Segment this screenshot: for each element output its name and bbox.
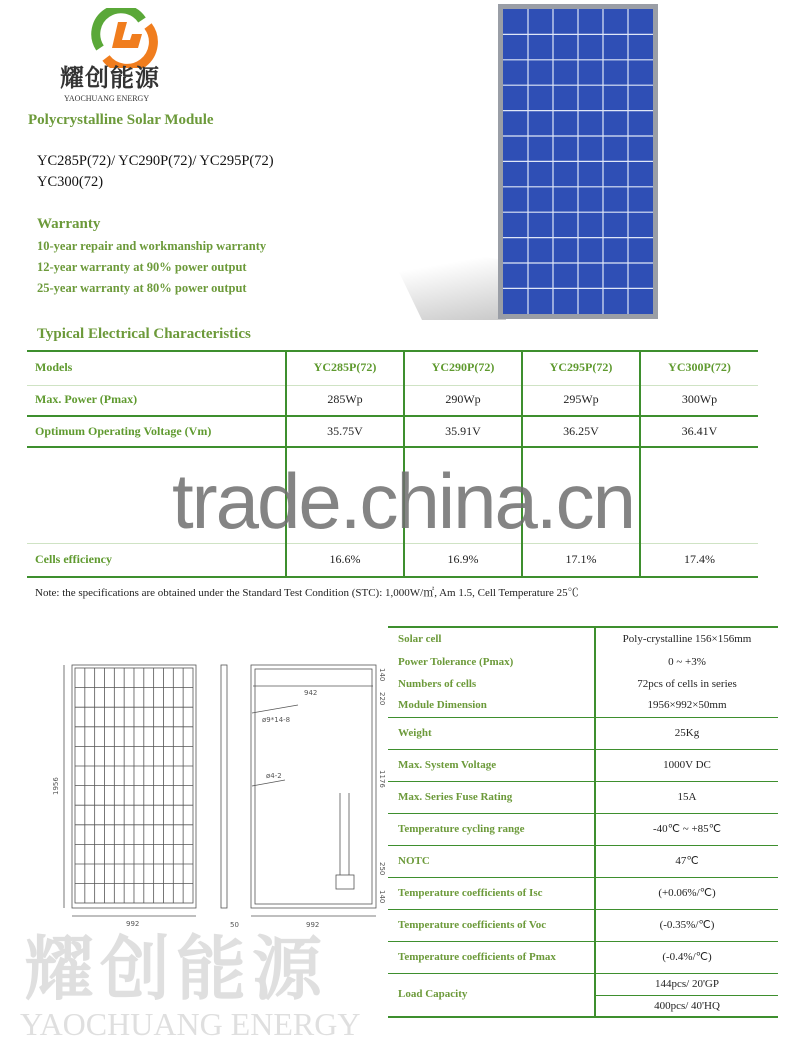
cell: 295Wp [522,385,640,416]
header-cell: YC300P(72) [640,351,758,385]
cell: 0 ~ +3% [595,651,778,673]
row-label: Temperature coefficients of Voc [388,909,595,941]
brand-name-cn: 耀创能源 [60,64,160,92]
row-label: NOTC [388,845,595,877]
cell: Poly-crystalline 156×156mm [595,627,778,651]
cell: 17.1% [522,543,640,577]
row-label: Numbers of cells [398,677,477,690]
cell: (-0.4%/℃) [595,941,778,973]
cell: 47℃ [595,845,778,877]
product-title: Polycrystalline Solar Module [28,112,214,128]
warranty-item: 12-year warranty at 90% power output [37,260,247,274]
row-label: Cells efficiency [27,543,286,577]
watermark-cn: 耀创能源 [24,928,328,1010]
row-label: Temperature coefficients of Isc [388,877,595,909]
table-row [388,845,778,877]
stc-note: Note: the specifications are obtained under the Standard Test Condition (STC): 1,000W/㎡, Am 1.5, Cell Temperature 25℃ [35,587,579,599]
cell: 285Wp [286,385,404,416]
dim-inner-width: 942 [304,689,318,697]
dim-width: 992 [126,920,140,928]
header-cell: YC290P(72) [404,351,522,385]
row-label: Temperature coefficients of Pmax [388,941,595,973]
cell: 15A [595,781,778,813]
watermark: trade.china.cn [172,457,634,545]
cell: 290Wp [404,385,522,416]
dim-hole2: ø4-2 [266,772,282,780]
row-label: Weight [388,717,595,749]
warranty-item: 10-year repair and workmanship warranty [37,239,267,253]
table-row [388,973,778,1017]
cell: 1000V DC [595,749,778,781]
table-row [27,416,758,447]
header-cell: Models [27,351,286,385]
electrical-title: Typical Electrical Characteristics [37,326,251,342]
dim-depth: 50 [230,921,239,929]
table-row [388,909,778,941]
table-row [388,673,778,695]
cell: 36.41V [640,416,758,447]
cell: 35.91V [404,416,522,447]
table-row [388,651,778,673]
header-cell: YC285P(72) [286,351,404,385]
cell: 16.9% [404,543,522,577]
cell: -40℃ ~ +85℃ [595,813,778,845]
panel-shadow [386,245,506,320]
cell: (-0.35%/℃) [595,909,778,941]
table-header-row [27,351,758,385]
row-label: Max. Power (Pmax) [27,385,286,416]
dim: 140 [378,668,386,682]
spec-table [388,626,778,1018]
row-label: Load Capacity [388,973,595,1017]
cell: 400pcs/ 40'HQ [596,995,778,1016]
watermark-en: YAOCHUANG ENERGY [20,1006,361,1042]
cell: 25Kg [595,717,778,749]
cell: 300Wp [640,385,758,416]
solar-panel-photo [498,4,658,319]
cell: 72pcs of cells in series [595,673,778,695]
table-row [388,941,778,973]
table-row [388,781,778,813]
models-line: YC300(72) [37,174,104,190]
dim: 1176 [378,770,386,788]
warranty-title: Warranty [37,216,101,232]
dim-hole1: ø9*14-8 [262,716,291,724]
row-label: Max. Series Fuse Rating [388,781,595,813]
dim: 250 [378,862,386,876]
cell: 144pcs/ 20'GP [654,977,719,990]
table-row [388,877,778,909]
cell [640,447,758,543]
table-row [388,813,778,845]
row-label: Optimum Operating Voltage (Vm) [27,416,286,447]
row-label: Solar cell [388,627,595,651]
brand-name-en: YAOCHUANG ENERGY [64,94,150,103]
dim-width-back: 992 [306,921,320,929]
cell: 16.6% [286,543,404,577]
brand-logo [80,8,170,68]
header-cell: YC295P(72) [522,351,640,385]
row-label: Power Tolerance (Pmax) [398,655,514,668]
row-label: Module Dimension [398,699,487,712]
cell: 17.4% [640,543,758,577]
cell: 35.75V [286,416,404,447]
table-row [388,717,778,749]
dim-height: 1956 [52,777,60,795]
cell: 36.25V [522,416,640,447]
cell: (+0.06%/℃) [595,877,778,909]
table-row [388,627,778,651]
row-label: Max. System Voltage [388,749,595,781]
table-row [388,695,778,717]
table-row [27,385,758,416]
table-row [27,543,758,577]
row-label: Temperature cycling range [388,813,595,845]
dim: 140 [378,890,386,904]
warranty-item: 25-year warranty at 80% power output [37,281,247,295]
models-line: YC285P(72)/ YC290P(72)/ YC295P(72) [37,153,274,169]
dim: 220 [378,692,386,706]
cell: 1956×992×50mm [595,695,778,717]
module-drawing [40,650,390,930]
table-row [388,749,778,781]
